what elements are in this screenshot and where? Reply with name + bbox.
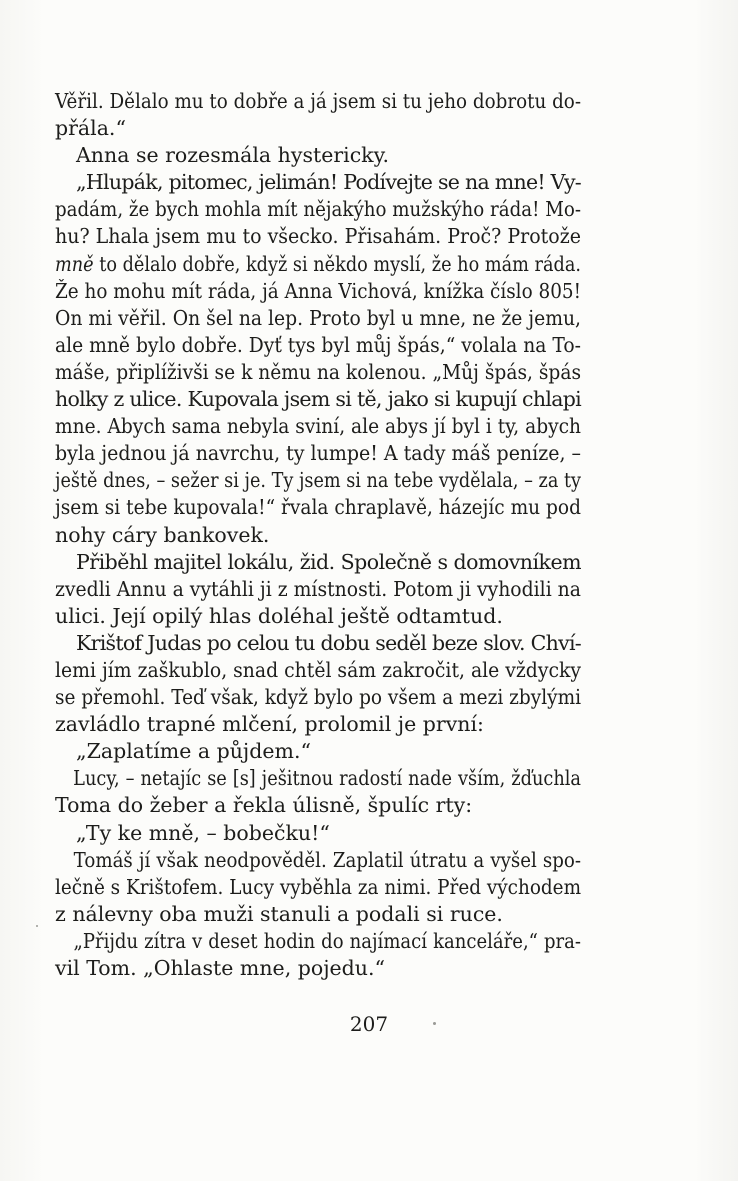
text-line: „Ty ke mně, – bobečku!“ [76,820,330,845]
text-line: zvedli Annu a vytáhli ji z místnosti. Potom ji vyhodili na [55,576,582,601]
text-line: Věřil. Dělalo mu to dobře a já jsem si tu jeho dobrotu do- [55,89,582,113]
text-line: ale mně bylo dobře. Dyť tys byl můj špás,“ volala na To- [55,332,581,357]
text-line: z nálevny oba muži stanuli a podali si ruce. [55,901,503,926]
text-line: padám, že bych mohla mít nějakýho mužskýho ráda! Mo- [55,197,581,222]
text-line: Že ho mohu mít ráda, já Anna Vichová, knížka číslo 805! [55,278,582,303]
print-speck [36,925,38,927]
text-line: jsem si tebe kupovala!“ řvala chraplavě, házejíc mu pod [55,495,581,520]
text-line: lečně s Krištofem. Lucy vyběhla za nimi. Před východem [55,874,582,899]
text-line: Přiběhl majitel lokálu, žid. Společně s domovníkem [76,549,581,574]
text-line: ulici. Její opilý hlas doléhal ještě odtamtud. [55,603,503,628]
text-line: „Zaplatíme a půjdem.“ [76,739,311,764]
text-line: hu? Lhala jsem mu to všecko. Přisahám. Proč? Protože [55,224,581,249]
text-line [55,251,581,278]
body-text [55,88,581,982]
text-line: zavládlo trapné mlčení, prolomil je první: [55,712,484,737]
text-line: Tomáš jí však neodpověděl. Zaplatil útratu a vyšel spo- [73,847,581,872]
text-line: nohy cáry bankovek. [55,522,270,547]
text-line: máše, připlíživši se k němu na kolenou. „Můj špás, špás [55,359,582,384]
text-line: byla jednou já navrchu, ty lumpe! A tady máš peníze, – [55,441,582,466]
text-line: se přemohl. Teď však, když bylo po všem a mezi zbylými [55,685,582,710]
text-line: vil Tom. „Ohlaste mne, pojedu.“ [55,956,386,980]
text-line: On mi věřil. On šel na lep. Proto byl u mne, ne že jemu, [55,305,582,330]
text-line: Krištof Judas po celou tu dobu seděl beze slov. Chví- [76,630,582,655]
page-number: 207 [349,1012,389,1036]
text-line: Toma do žeber a řekla úlisně, špulíc rty: [55,793,473,818]
text-line: přála.“ [55,116,126,141]
text-line: mne. Abych sama nebyla sviní, ale abys jí byl i ty, abych [55,414,582,439]
text-line: Lucy, – netajíc se [s] ješitnou radostí nade vším, žďuchla [73,766,582,791]
text-line: ještě dnes, – sežer si je. Ty jsem si na tebe vydělala, – za ty [55,468,582,493]
text-line: „Hlupák, pitomec, jelimán! Podívejte se na mne! Vy- [76,170,582,195]
text-line: Anna se rozesmála hystericky. [76,143,389,168]
print-speck [433,1022,436,1025]
text-line: holky z ulice. Kupovala jsem si tě, jako si kupují chlapi [55,387,582,412]
emphasis-word: mně [55,251,94,276]
text-segment: to dělalo dobře, když si někdo myslí, že ho mám ráda. [93,251,582,276]
text-line: „Přijdu zítra v deset hodin do najímací kanceláře,“ pra- [73,928,581,953]
text-line: lemi jím zaškublo, snad chtěl sám zakročit, ale vždycky [55,657,581,682]
